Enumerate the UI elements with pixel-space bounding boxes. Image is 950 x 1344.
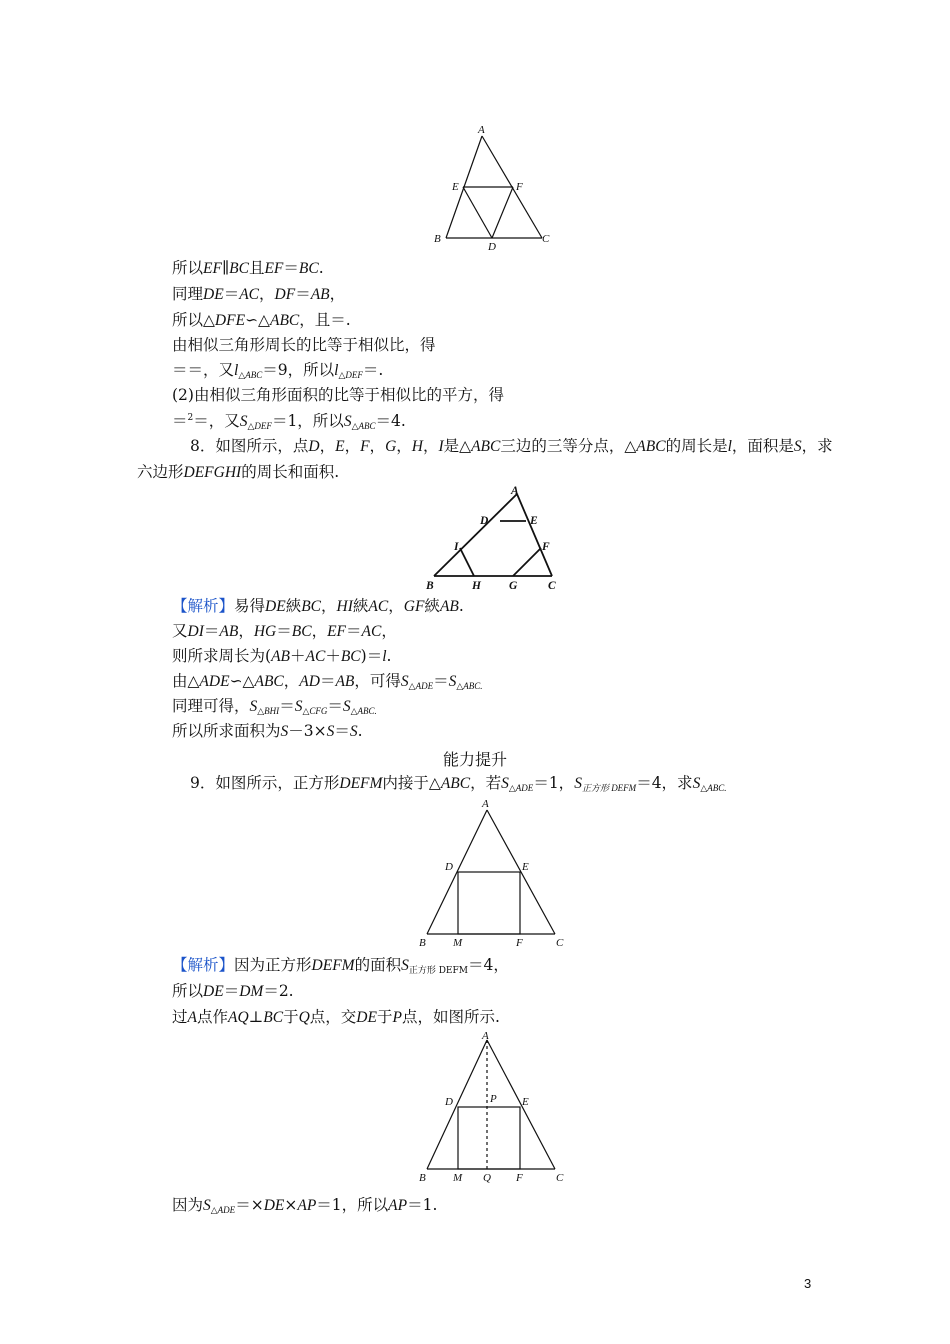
p7-line-2: 同理DE＝AC，DF＝AB， <box>172 285 346 303</box>
label-I: I <box>454 541 459 553</box>
label-Q: Q <box>483 1172 491 1184</box>
p9-solution-line-2: 所以DE＝DM＝2. <box>172 982 294 1000</box>
p8-solution-line-2: 又DI＝AB，HG＝BC，EF＝AC， <box>172 622 397 640</box>
p9-solution-line-1: 【解析】因为正方形DEFM的面积S正方形 DEFM＝4， <box>172 956 509 976</box>
p8-solution-line-4: 由△ADE∽△ABC，AD＝AB，可得S△ADE＝S△ABC. <box>172 672 483 691</box>
figure-inscribed-square-altitude <box>415 1030 570 1186</box>
label-G: G <box>509 580 518 592</box>
label-D: D <box>445 861 453 873</box>
label-E: E <box>530 515 538 527</box>
p8-question-line-2: 六边形DEFGHI的周长和面积. <box>137 463 340 481</box>
label-F: F <box>516 937 523 949</box>
section-heading: 能力提升 <box>442 750 507 769</box>
label-F: F <box>516 181 523 193</box>
label-C: C <box>548 580 556 592</box>
label-H: H <box>472 580 481 592</box>
figure-inscribed-square <box>415 795 570 951</box>
label-A: A <box>478 124 485 136</box>
label-D: D <box>445 1096 453 1108</box>
figure-triangle-trisection <box>420 482 565 592</box>
label-B: B <box>434 233 441 245</box>
label-A: A <box>482 798 489 810</box>
label-D: D <box>488 241 496 253</box>
label-E: E <box>522 861 529 873</box>
p8-solution-line-3: 则所求周长为(AB＋AC＋BC)＝l. <box>172 647 392 665</box>
p7-line-1: 所以EF∥BC且EF＝BC. <box>172 259 324 277</box>
p7-line-3: 所以△DFE∽△ABC，且＝. <box>172 311 351 329</box>
p9-solution-line-4: 因为S△ADE＝×DE×AP＝1，所以AP＝1. <box>172 1196 438 1215</box>
label-A: A <box>482 1030 489 1042</box>
label-C: C <box>556 937 564 949</box>
figure-triangle-midpoints <box>430 122 560 254</box>
label-E: E <box>522 1096 529 1108</box>
p7-line-6: (2)由相似三角形面积的比等于相似比的平方，得 <box>172 386 504 404</box>
label-D: D <box>480 515 489 527</box>
label-F: F <box>542 541 550 553</box>
p9-solution-line-3: 过A点作AQ⊥BC于Q点，交DE于P点，如图所示. <box>172 1008 500 1026</box>
label-E: E <box>452 181 459 193</box>
p7-line-7: ＝$^2$＝，又S△DEF＝1，所以S△ABC＝4. <box>172 412 406 431</box>
label-F: F <box>516 1172 523 1184</box>
p9-question-line-1: 9．如图所示，正方形DEFM内接于△ABC，若S△ADE＝1，S正方形 DEFM＝4，求S△ABC. <box>190 774 727 793</box>
p8-question-line-1: 8．如图所示，点D，E，F，G，H，I是△ABC三边的三等分点，△ABC的周长是l，面积是S，求 <box>190 437 833 455</box>
label-B: B <box>419 937 426 949</box>
label-M: M <box>453 1172 463 1184</box>
label-C: C <box>542 233 550 245</box>
p8-solution-line-6: 所以所求面积为S－3×S＝S. <box>172 722 363 740</box>
p8-solution-line-1: 【解析】易得DE綊BC，HI綊AC，GF綊AB. <box>172 597 464 615</box>
label-A: A <box>511 485 519 497</box>
p7-line-5: ＝＝，又l△ABC＝9，所以l△DEF＝. <box>172 361 384 380</box>
label-B: B <box>419 1172 426 1184</box>
label-P: P <box>490 1093 497 1105</box>
label-C: C <box>556 1172 564 1184</box>
label-M: M <box>453 937 463 949</box>
label-B: B <box>426 580 434 592</box>
page-number: 3 <box>804 1276 812 1291</box>
p8-solution-line-5: 同理可得，S△BHI＝S△CFG＝S△ABC. <box>172 697 377 716</box>
p7-line-4: 由相似三角形周长的比等于相似比，得 <box>172 336 436 354</box>
